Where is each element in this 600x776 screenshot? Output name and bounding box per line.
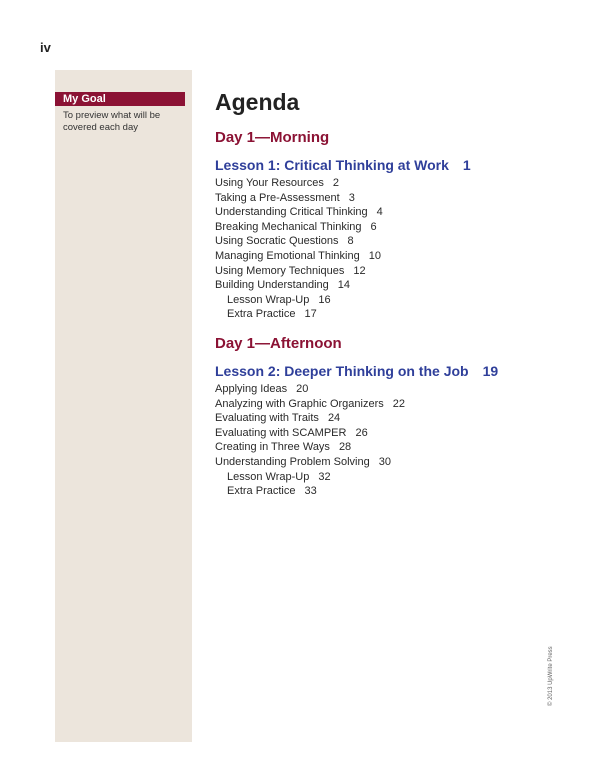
toc-page: 24 [327,412,341,425]
toc-item[interactable] [215,426,565,441]
toc-page: 33 [304,485,317,498]
agenda-content [215,88,565,511]
toc-item[interactable] [215,278,565,293]
toc-page: 30 [378,455,391,468]
lesson-heading-1[interactable] [215,156,565,174]
toc-item[interactable] [215,191,565,206]
page-title: Agenda [215,89,300,115]
lesson-heading-2[interactable] [215,362,565,380]
toc-page: 17 [304,308,317,321]
copyright-notice: © 2013 UpWrite Press [548,646,554,706]
toc-page: 8 [347,235,354,248]
toc-page: 2 [332,177,339,189]
toc-page: 22 [392,397,405,410]
lesson-block-1 [215,156,565,322]
toc-subitem[interactable] [215,307,565,322]
lesson-page: 19 [482,362,499,379]
toc-item[interactable] [215,440,565,455]
toc-label: Evaluating with Traits [215,412,319,425]
toc-page: 12 [353,264,366,277]
day-heading-afternoon: Day 1—Afternoon [215,334,342,352]
toc-label: Lesson Wrap-Up [227,293,310,306]
toc-label: Understanding Problem Solving [215,455,370,468]
lesson-title: Lesson 2: Deeper Thinking on the Job [215,362,469,379]
goal-text: To preview what will be covered each day [63,110,161,133]
toc-label: Using Socratic Questions [215,235,339,248]
toc-label: Breaking Mechanical Thinking [215,220,362,233]
toc-subitem[interactable] [215,470,565,485]
goal-heading: My Goal [55,92,185,106]
toc-item[interactable] [215,455,565,470]
toc-item[interactable] [215,234,565,249]
toc-page: 28 [338,441,352,454]
toc-page: 20 [296,382,309,395]
day-heading-morning: Day 1—Morning [215,129,330,146]
toc-page: 26 [355,426,368,439]
lesson-title: Lesson 1: Critical Thinking at Work [215,157,449,173]
toc-page: 6 [370,220,377,233]
lesson-page: 1 [462,157,471,173]
toc-page: 4 [376,206,383,219]
page-number: iv [40,40,51,55]
toc-label: Extra Practice [227,308,296,321]
lesson-block-2 [215,362,565,499]
toc-label: Extra Practice [227,485,296,498]
toc-page: 16 [318,293,331,306]
toc-page: 3 [348,191,355,204]
toc-label: Using Your Resources [215,177,324,189]
toc-label: Analyzing with Graphic Organizers [215,397,384,410]
toc-page: 10 [368,249,381,262]
toc-item[interactable] [215,411,565,426]
goal-sidebar [55,70,192,742]
toc-label: Applying Ideas [215,382,288,395]
toc-label: Creating in Three Ways [215,441,330,454]
toc-label: Taking a Pre-Assessment [215,191,340,204]
toc-item[interactable] [215,397,565,412]
toc-page: 32 [318,470,331,483]
toc-label: Using Memory Techniques [215,264,345,277]
toc-item[interactable] [215,382,565,397]
toc-label: Building Understanding [215,279,329,292]
toc-label: Evaluating with SCAMPER [215,426,347,439]
toc-item[interactable] [215,205,565,220]
toc-item[interactable] [215,264,565,279]
toc-item[interactable] [215,220,565,235]
toc-item[interactable] [215,176,565,191]
toc-subitem[interactable] [215,484,565,499]
toc-subitem[interactable] [215,293,565,308]
toc-item[interactable] [215,249,565,264]
toc-label: Understanding Critical Thinking [215,206,368,219]
toc-label: Managing Emotional Thinking [215,249,360,262]
toc-page: 14 [337,279,350,292]
toc-label: Lesson Wrap-Up [227,470,310,483]
